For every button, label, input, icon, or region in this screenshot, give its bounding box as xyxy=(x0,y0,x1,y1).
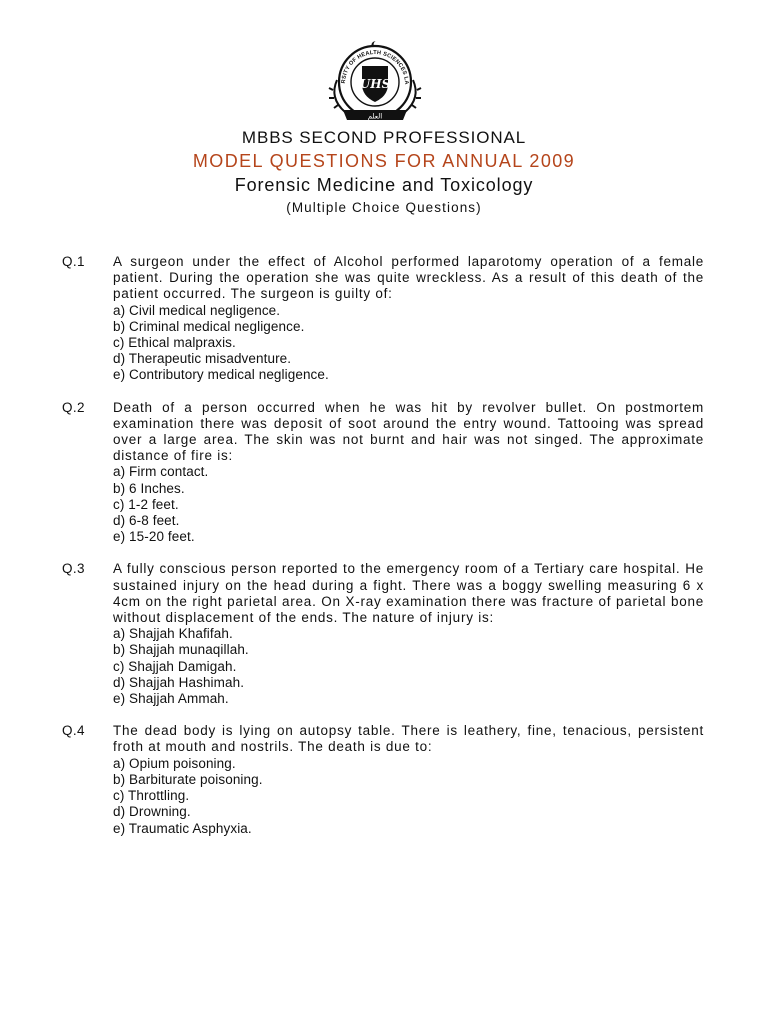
exam-level: MBBS SECOND PROFESSIONAL xyxy=(241,128,527,147)
option-item: c) Ethical malpraxis. xyxy=(113,335,236,351)
question-number: Q.4 xyxy=(62,723,85,739)
option-item: a) Shajjah Khafifah. xyxy=(113,626,233,642)
subject-title: Forensic Medicine and Toxicology xyxy=(234,175,534,195)
paper-title: MODEL QUESTIONS FOR ANNUAL 2009 xyxy=(192,151,576,171)
question-list xyxy=(62,254,704,853)
question-text: Death of a person occurred when he was hit by revolver bullet. On postmortem examination there was deposit of soot around the entry wound. Tattooing was spread over a large area. The skin was not burnt and hair was not singed. The approximate distance of fire is: xyxy=(113,399,704,464)
option-item: c) Shajjah Damigah. xyxy=(113,658,237,674)
svg-text:UHS: UHS xyxy=(359,77,391,91)
question-3 xyxy=(62,561,704,707)
question-text: A fully conscious person reported to the emergency room of a Tertiary care hospital. He sustained injury on the head during a fight. There was a boggy swelling measuring 6 x 4cm on the right parietal area. On X-ray examination there was fracture of parietal bone without displacement of the ends. The nature of injury is: xyxy=(113,561,704,626)
option-item: e) Shajjah Ammah. xyxy=(113,691,229,707)
uhs-seal-icon xyxy=(319,40,431,126)
option-item: a) Firm contact. xyxy=(113,464,209,480)
option-item: e) Traumatic Asphyxia. xyxy=(113,820,252,836)
option-item: e) 15-20 feet. xyxy=(113,529,195,545)
option-item: e) Contributory medical negligence. xyxy=(113,367,329,383)
document-header xyxy=(0,127,768,217)
question-1 xyxy=(62,254,704,384)
question-number: Q.1 xyxy=(62,254,85,269)
option-item: a) Civil medical negligence. xyxy=(113,302,281,318)
question-4 xyxy=(62,723,704,836)
question-2 xyxy=(62,400,704,546)
option-item: b) Criminal medical negligence. xyxy=(113,318,305,334)
svg-text:UNIVERSITY OF HEALTH SCIENCES: RSITY OF HEALTH SCIENCES LA xyxy=(340,50,410,85)
option-item: a) Opium poisoning. xyxy=(113,755,236,771)
option-item: c) 1-2 feet. xyxy=(113,496,179,512)
question-number: Q.3 xyxy=(62,561,85,577)
option-list xyxy=(113,303,704,384)
svg-text:ﺍﻟﻌﻠﻢ: ﺍﻟﻌﻠﻢ xyxy=(367,112,383,121)
option-item: b) 6 Inches. xyxy=(113,480,185,496)
question-text: The dead body is lying on autopsy table. There is leathery, fine, tenacious, persistent froth at mouth and nostrils. The death is due to: xyxy=(113,723,704,755)
option-list xyxy=(113,464,704,545)
option-item: b) Shajjah munaqillah. xyxy=(113,642,249,658)
question-type: (Multiple Choice Questions) xyxy=(286,200,482,215)
option-list xyxy=(113,756,704,837)
option-item: c) Throttling. xyxy=(113,788,190,804)
question-number: Q.2 xyxy=(62,399,85,415)
option-item: b) Barbiturate poisoning. xyxy=(113,771,263,787)
question-text: A surgeon under the effect of Alcohol performed laparotomy operation of a female patient. During the operation she was quite wreckless. As a result of this death of the patient occurred. The surgeon is guilty of: xyxy=(113,254,704,302)
option-item: d) 6-8 feet. xyxy=(113,513,180,529)
uhs-logo xyxy=(319,40,431,126)
option-item: d) Shajjah Hashimah. xyxy=(113,674,245,690)
option-item: d) Therapeutic misadventure. xyxy=(113,351,292,367)
option-list xyxy=(113,626,704,707)
option-item: d) Drowning. xyxy=(113,804,191,820)
